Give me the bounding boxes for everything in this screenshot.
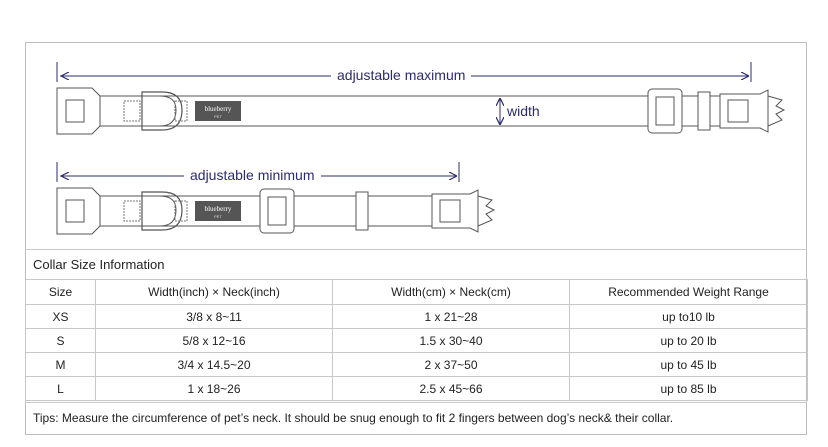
table-header-row [26, 280, 808, 305]
header-size: Size [26, 280, 96, 305]
tips-text: Tips: Measure the circumference of pet’s neck. It should be snug enough to fit 2 fingers between dog’s neck& their collar. [33, 411, 674, 425]
section-title: Collar Size Information [33, 257, 165, 272]
cell-weight: up to 45 lb [570, 353, 808, 377]
brand-text: blueberry [204, 105, 232, 113]
slider-buckle-icon [260, 189, 294, 233]
table-row [26, 353, 808, 377]
cell-inch: 3/4 x 14.5~20 [96, 353, 333, 377]
cell-size: XS [26, 305, 96, 329]
label-adjustable-maximum: adjustable maximum [331, 67, 471, 83]
table-row [26, 377, 808, 401]
header-width-neck-cm: Width(cm) × Neck(cm) [333, 280, 570, 305]
divider [25, 249, 807, 250]
cell-cm: 1 x 21~28 [333, 305, 570, 329]
table-row [26, 305, 808, 329]
svg-text:PET: PET [214, 114, 222, 119]
svg-text:blueberry: blueberry [204, 205, 232, 213]
header-weight-range: Recommended Weight Range [570, 280, 808, 305]
keeper-loop [698, 92, 710, 130]
buckle-male-icon [432, 190, 478, 232]
slider-buckle-icon [648, 89, 682, 133]
buckle-male-icon [720, 90, 768, 132]
cell-weight: up to 20 lb [570, 329, 808, 353]
cell-size: S [26, 329, 96, 353]
cell-inch: 5/8 x 12~16 [96, 329, 333, 353]
cell-weight: up to10 lb [570, 305, 808, 329]
keeper-loop [356, 192, 368, 230]
cell-inch: 1 x 18~26 [96, 377, 333, 401]
cell-weight: up to 85 lb [570, 377, 808, 401]
label-width: width [507, 103, 540, 119]
header-width-neck-inch: Width(inch) × Neck(inch) [96, 280, 333, 305]
size-table [25, 279, 808, 401]
label-adjustable-minimum: adjustable minimum [184, 167, 321, 183]
svg-text:PET: PET [214, 214, 222, 219]
cell-cm: 2.5 x 45~66 [333, 377, 570, 401]
buckle-female-icon [57, 88, 100, 134]
cell-cm: 1.5 x 30~40 [333, 329, 570, 353]
strap-max [100, 96, 720, 126]
cell-size: M [26, 353, 96, 377]
cell-size: L [26, 377, 96, 401]
cell-cm: 2 x 37~50 [333, 353, 570, 377]
divider [25, 402, 807, 403]
cell-inch: 3/8 x 8~11 [96, 305, 333, 329]
table-row [26, 329, 808, 353]
buckle-female-icon [57, 188, 100, 234]
